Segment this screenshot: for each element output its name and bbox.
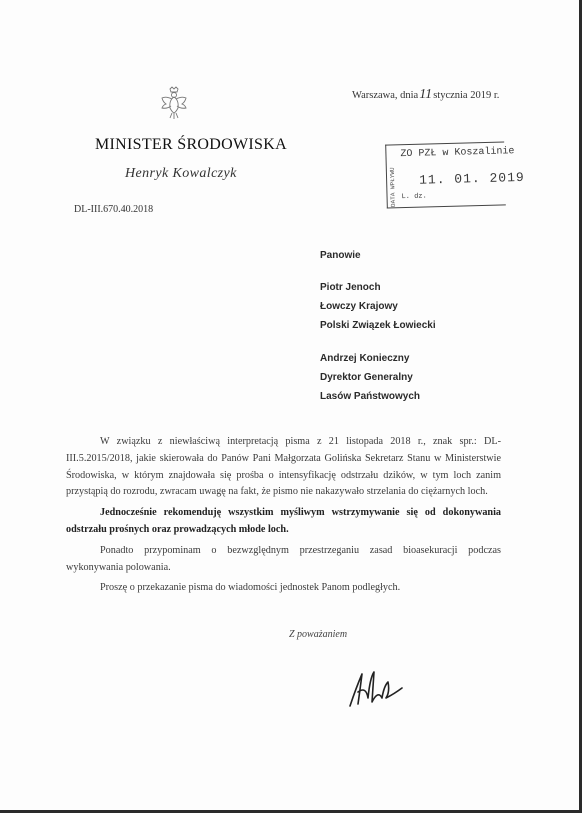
- reference-number: DL-III.670.40.2018: [74, 204, 154, 215]
- body-paragraph: W związku z niewłaściwą interpretacją pisma z 21 listopada 2018 r., znak spr.: DL-III.5.2015/2018, jakie skierowała do Panów Pani Małgorzata Golińska Sekretarz Stanu w Ministerstwie Środowiska, w którym znajdowała się prośba o intensyfikację odstrzału dzików, w tym loch zanim przystąpią do rozrodu, zwracam uwagę na fakt, że pismo nie nakazywało strzelania do ciężarnych loch.: [66, 436, 501, 498]
- minister-title: MINISTER ŚRODOWISKA: [95, 136, 287, 153]
- date-prefix: Warszawa, dnia: [352, 90, 419, 101]
- body-paragraph: Proszę o przekazanie pisma do wiadomości jednostek Panom podległych.: [100, 582, 401, 594]
- polish-eagle-emblem-icon: [160, 86, 188, 120]
- recipient-role: Łowczy Krajowy: [320, 301, 398, 312]
- recipient-org: Polski Związek Łowiecki: [320, 320, 436, 331]
- handwritten-signature-icon: [346, 668, 406, 710]
- receipt-stamp: [385, 141, 525, 208]
- recipient-role: Dyrektor Generalny: [320, 372, 413, 383]
- body-paragraph-emphasis: Jednocześnie rekomenduję wszystkim myśliwym wstrzymywanie się od dokonywania odstrzału prośnych oraz prowadzących młode loch.: [66, 507, 501, 535]
- salutation: Panowie: [320, 250, 361, 261]
- stamp-side-label: DATA WPŁYWU: [388, 167, 397, 208]
- recipient-name: Andrzej Konieczny: [320, 353, 410, 364]
- letter-body: [66, 434, 501, 601]
- stamp-date: 11. 01. 2019: [418, 169, 525, 188]
- body-paragraph: Ponadto przypominam o bezwzględnym przestrzeganiu zasad bioasekuracji podczas wykonywania polowania.: [66, 544, 501, 573]
- letter-date: [352, 87, 499, 103]
- date-suffix: stycznia 2019 r.: [433, 90, 500, 101]
- recipient-org: Lasów Państwowych: [320, 391, 421, 402]
- date-day-handwritten: 11: [419, 87, 433, 102]
- closing-phrase: Z poważaniem: [289, 629, 348, 640]
- minister-name: Henryk Kowalczyk: [125, 166, 237, 181]
- recipient-name: Piotr Jenoch: [320, 282, 381, 293]
- stamp-footer: L. dz.: [401, 192, 427, 202]
- stamp-header: ZO PZŁ w Koszalinie: [400, 146, 515, 161]
